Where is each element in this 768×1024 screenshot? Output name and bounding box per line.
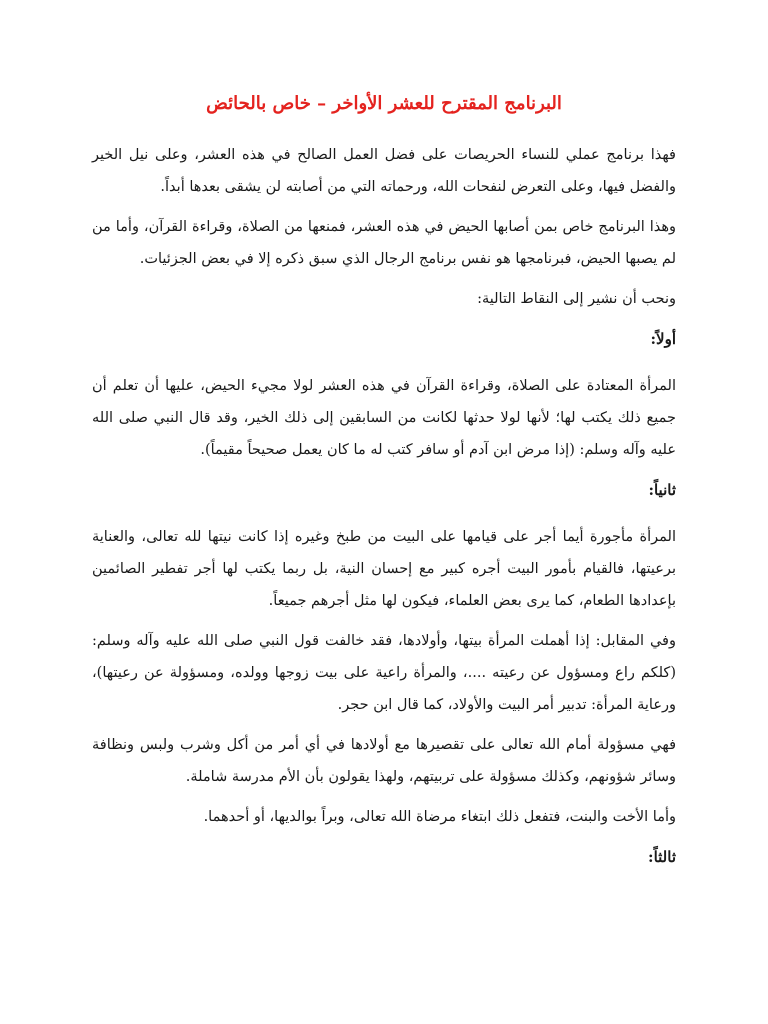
section-heading-third: ثالثاً: — [648, 848, 676, 866]
document-page — [92, 86, 676, 888]
intro-paragraph-3: ونحب أن نشير إلى النقاط التالية: — [477, 291, 676, 307]
section-heading-first: أولاً: — [650, 330, 676, 348]
point-1-paragraph: المرأة المعتادة على الصلاة، وقراءة القرآن في هذه العشر لولا مجيء الحيض، عليها أن تعلم أن جميع ذلك يكتب لها؛ لأنها لولا حدثها لكانت من السابقين إلى ذلك الخير، وقد قال النبي صلى الله عليه وآله وسلم: (إذا مرض ابن آدم أو سافر كتب له ما كان يعمل صحيحاً مقيماً). — [92, 378, 676, 458]
section-heading-second: ثانياً: — [648, 481, 676, 499]
point-2-paragraph-b: وفي المقابل: إذا أهملت المرأة بيتها، وأولادها، فقد خالفت قول النبي صلى الله عليه وآله وسلم: (كلكم راع ومسؤول عن رعيته ....، والمرأة راعية على بيت زوجها وولده، ومسؤولة عن رعيتها)، ورعاية المرأة: تدبير أمر البيت والأولاد، كما قال ابن حجر. — [92, 633, 676, 713]
intro-paragraph-2: وهذا البرنامج خاص بمن أصابها الحيض في هذه العشر، فمنعها من الصلاة، وقراءة القرآن، وأما من لم يصبها الحيض، فبرنامجها هو نفس برنامج الرجال الذي سبق ذكره إلا في بعض الجزئيات. — [92, 219, 676, 267]
point-2-paragraph-a: المرأة مأجورة أيما أجر على قيامها على البيت من طبخ وغيره إذا كانت نيتها لله تعالى، والعناية برعيتها، فالقيام بأمور البيت أجره كبير مع إحسان النية، بل ربما يكتب لها أجر تفطير الصائمين بإعدادها الطعام، كما يرى بعض العلماء، فيكون لها مثل أجرهم جميعاً. — [92, 529, 676, 609]
document-title: البرنامج المقترح للعشر الأواخر – خاص بالحائض — [206, 93, 562, 114]
point-2-paragraph-d: وأما الأخت والبنت، فتفعل ذلك ابتغاء مرضاة الله تعالى، وبراً بوالديها، أو أحدهما. — [203, 809, 676, 825]
point-2-paragraph-c: فهي مسؤولة أمام الله تعالى على تقصيرها مع أولادها في أي أمر من أكل وشرب ولبس ونظافة وسائر شؤونهم، وكذلك مسؤولة على تربيتهم، ولهذا يقولون بأن الأم مدرسة شاملة. — [92, 737, 676, 785]
intro-paragraph-1: فهذا برنامج عملي للنساء الحريصات على فضل العمل الصالح في هذه العشر، وعلى نيل الخير والفضل فيها، وعلى التعرض لنفحات الله، ورحماته التي من أصابته لن يشقى بعدها أبداً. — [92, 147, 676, 195]
